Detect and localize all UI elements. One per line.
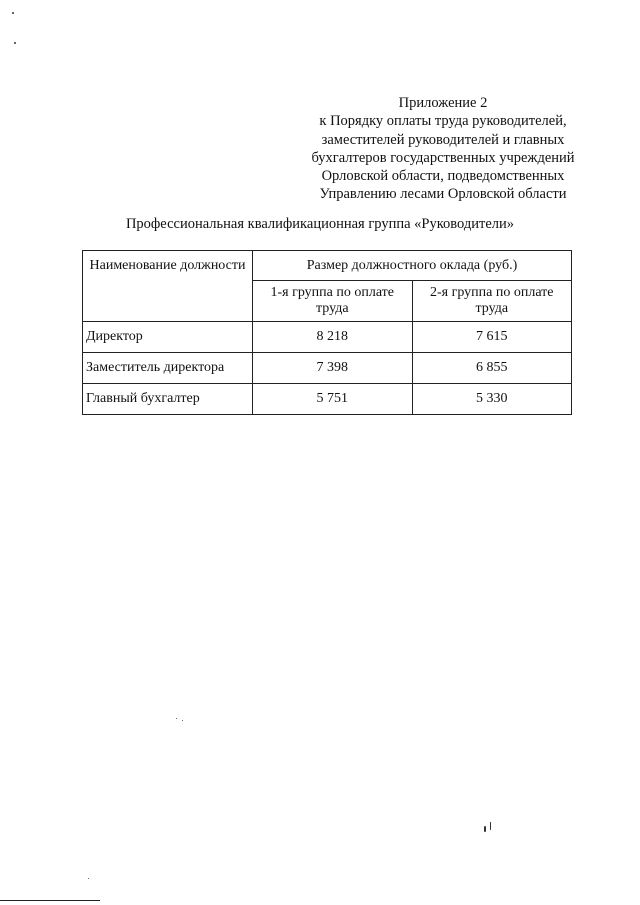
table-row [83, 353, 572, 384]
scan-speck [490, 822, 491, 830]
position-cell: Заместитель директора [83, 353, 253, 384]
footnote-rule [0, 900, 100, 901]
header-group-1: 1-я группа по оплате труда [253, 281, 413, 322]
header-position-name: Наименование должности [83, 251, 253, 322]
appendix-header [300, 94, 586, 204]
group-title: Профессиональная квалификационная группа «Руководители» [125, 216, 515, 232]
group-2-salary: 7 615 [412, 322, 572, 353]
table-row [83, 322, 572, 353]
scan-speck [12, 12, 14, 14]
position-cell: Директор [83, 322, 253, 353]
group-2-salary: 6 855 [412, 353, 572, 384]
group-2-salary: 5 330 [412, 384, 572, 415]
position-cell: Главный бухгалтер [83, 384, 253, 415]
table-header-row [83, 251, 572, 281]
appendix-line: Орловской области, подведомственных [321, 168, 565, 185]
appendix-line: бухгалтеров государственных учреждений [311, 149, 575, 166]
scan-speck [484, 826, 486, 832]
appendix-line: Управлению лесами Орловской области [319, 186, 567, 203]
group-1-salary: 7 398 [253, 353, 413, 384]
group-1-salary: 8 218 [253, 322, 413, 353]
scan-speck [176, 718, 177, 719]
salary-table [82, 250, 572, 415]
header-salary-size: Размер должностного оклада (руб.) [253, 251, 572, 281]
scan-speck [14, 42, 16, 44]
appendix-line: Приложение 2 [398, 95, 488, 111]
appendix-line: заместителей руководителей и главных [321, 131, 565, 148]
group-1-salary: 5 751 [253, 384, 413, 415]
scan-speck [182, 720, 183, 721]
appendix-line: к Порядку оплаты труда руководителей, [319, 113, 567, 130]
scan-speck [88, 878, 89, 879]
header-group-2: 2-я группа по оплате труда [412, 281, 572, 322]
table-row [83, 384, 572, 415]
